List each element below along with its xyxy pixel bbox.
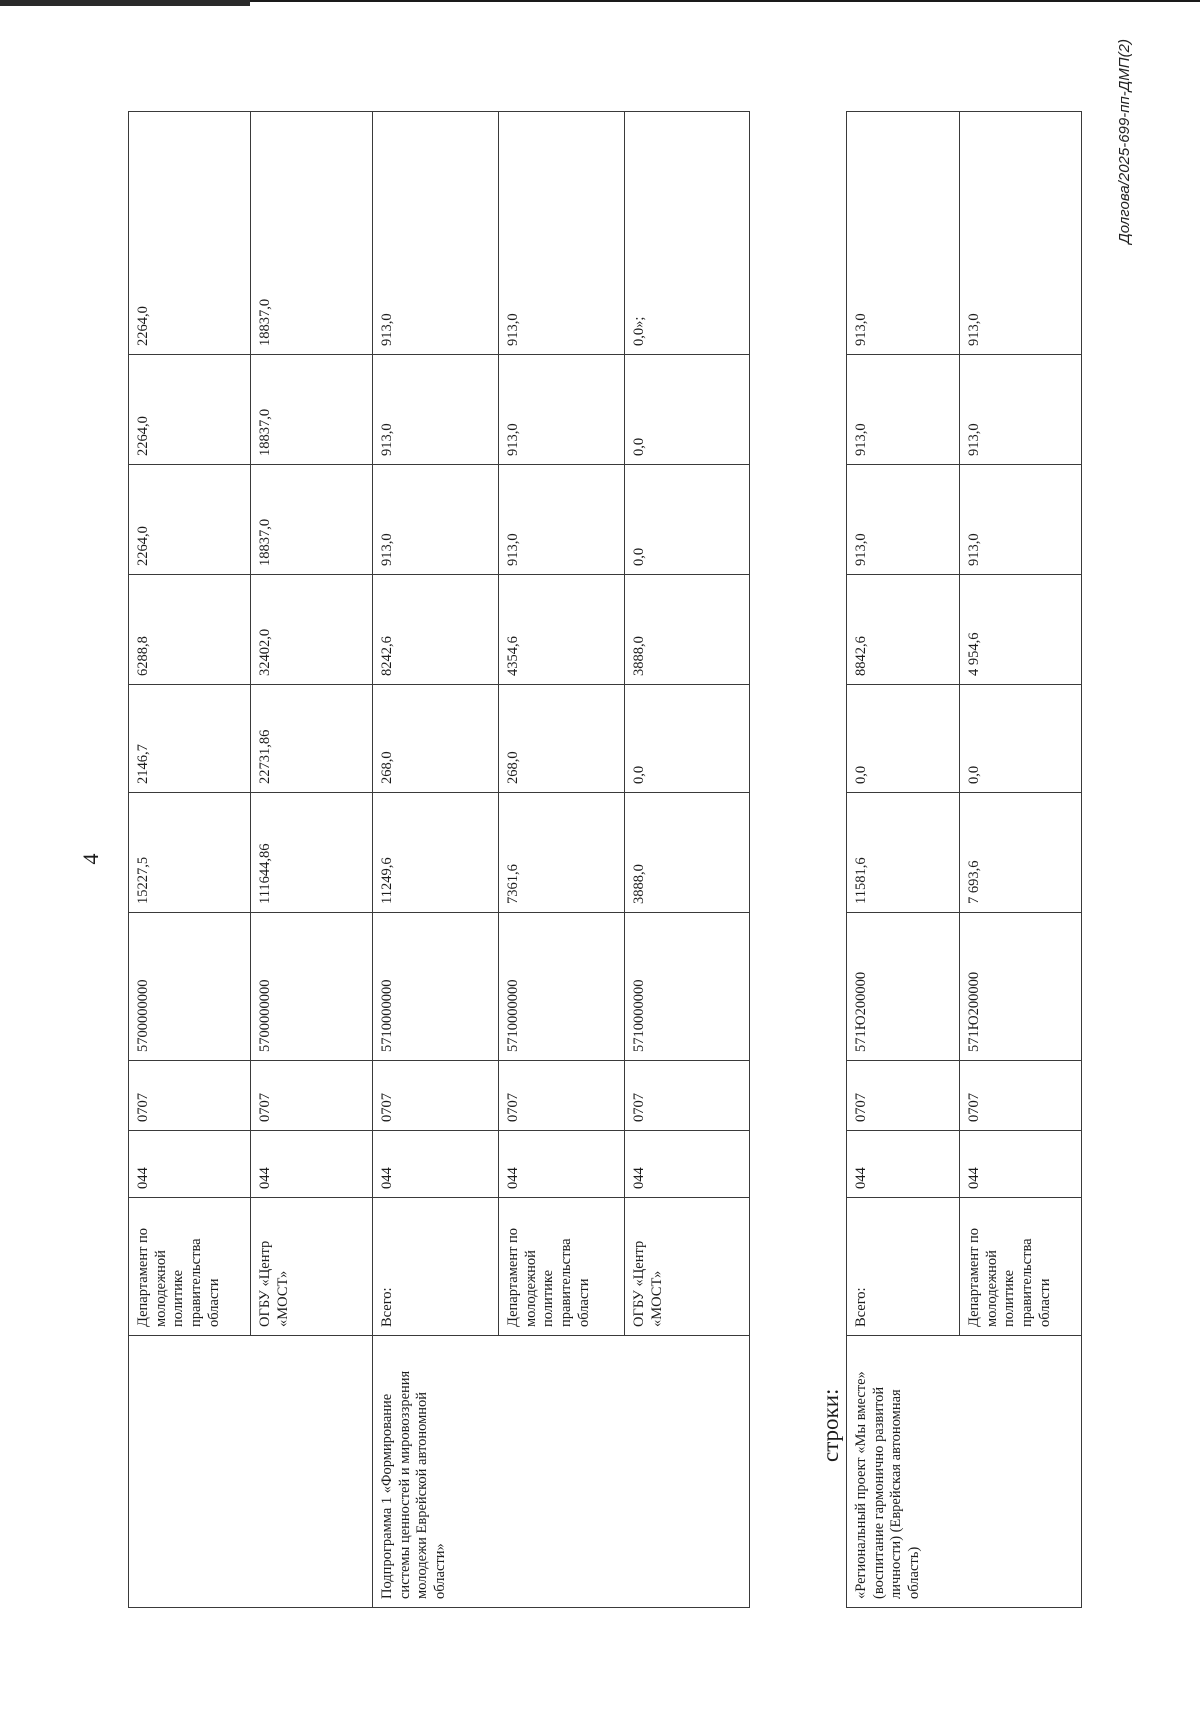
value-cell: 913,0: [960, 465, 1082, 575]
executor-cell: Всего:: [373, 1198, 499, 1336]
table-row: [847, 112, 960, 1608]
value-cell: 913,0: [373, 355, 499, 465]
program-cell: Подпрограмма 1 «Формирование системы ценностей и мировоззрения молодежи Еврейской автономной области»: [373, 1336, 750, 1608]
value-cell: 32402,0: [251, 575, 373, 685]
value-cell: 18837,0: [251, 112, 373, 355]
executor-cell: Всего:: [847, 1198, 960, 1336]
value-cell: 8842,6: [847, 575, 960, 685]
value-cell: 913,0: [847, 355, 960, 465]
section-cell: 0707: [499, 1061, 625, 1131]
value-cell: 18837,0: [251, 355, 373, 465]
executor-cell: Департамент по молодежной политике правительства области: [129, 1198, 251, 1336]
budget-table-main: [128, 111, 750, 1608]
target-code-cell: 571Ю200000: [847, 913, 960, 1061]
value-cell: 18837,0: [251, 465, 373, 575]
section-cell: 0707: [373, 1061, 499, 1131]
section-cell: 0707: [960, 1061, 1082, 1131]
target-code-cell: 5710000000: [625, 913, 750, 1061]
page-number: 4: [78, 853, 103, 865]
value-cell: 3888,0: [625, 575, 750, 685]
program-cell: [129, 1336, 373, 1608]
value-cell: 8242,6: [373, 575, 499, 685]
value-cell: 0,0: [847, 685, 960, 793]
grbs-cell: 044: [251, 1131, 373, 1198]
value-cell: 11249,6: [373, 793, 499, 913]
executor-cell: ОГБУ «Центр «МОСТ»: [625, 1198, 750, 1336]
value-cell: 2264,0: [129, 465, 251, 575]
value-cell: 2146,7: [129, 685, 251, 793]
grbs-cell: 044: [625, 1131, 750, 1198]
budget-table-regional-project: [846, 111, 1082, 1608]
section-cell: 0707: [625, 1061, 750, 1131]
grbs-cell: 044: [373, 1131, 499, 1198]
executor-cell: ОГБУ «Центр «МОСТ»: [251, 1198, 373, 1336]
value-cell: 7361,6: [499, 793, 625, 913]
value-cell: 268,0: [499, 685, 625, 793]
executor-cell: Департамент по молодежной политике правительства области: [960, 1198, 1082, 1336]
value-cell: 0,0: [960, 685, 1082, 793]
value-cell: 913,0: [847, 465, 960, 575]
grbs-cell: 044: [847, 1131, 960, 1198]
value-cell: 7 693,6: [960, 793, 1082, 913]
target-code-cell: 5700000000: [251, 913, 373, 1061]
value-cell: 0,0: [625, 465, 750, 575]
section-cell: 0707: [129, 1061, 251, 1131]
target-code-cell: 5710000000: [373, 913, 499, 1061]
program-cell: «Региональный проект «Мы вместе» (воспитание гармонично развитой личности) (Еврейская автономная область): [847, 1336, 1082, 1608]
value-cell: 913,0: [499, 112, 625, 355]
value-cell: 15227,5: [129, 793, 251, 913]
rows-caption: строки:: [818, 1388, 843, 1462]
value-cell: 913,0: [499, 355, 625, 465]
document-reference: Долгова/2025-699-пп-ДМП(2): [1116, 39, 1133, 244]
value-cell: 11581,6: [847, 793, 960, 913]
grbs-cell: 044: [129, 1131, 251, 1198]
value-cell: 0,0: [625, 685, 750, 793]
target-code-cell: 5710000000: [499, 913, 625, 1061]
value-cell: 6288,8: [129, 575, 251, 685]
section-cell: 0707: [251, 1061, 373, 1131]
target-code-cell: 571Ю200000: [960, 913, 1082, 1061]
value-cell: 22731,86: [251, 685, 373, 793]
value-cell: 0,0: [625, 355, 750, 465]
value-cell: 3888,0: [625, 793, 750, 913]
target-code-cell: 5700000000: [129, 913, 251, 1061]
table-row: [373, 112, 499, 1608]
value-cell: 2264,0: [129, 112, 251, 355]
value-cell: 0,0»;: [625, 112, 750, 355]
value-cell: 4354,6: [499, 575, 625, 685]
value-cell: 268,0: [373, 685, 499, 793]
section-cell: 0707: [847, 1061, 960, 1131]
value-cell: 913,0: [960, 112, 1082, 355]
grbs-cell: 044: [499, 1131, 625, 1198]
value-cell: 2264,0: [129, 355, 251, 465]
value-cell: 4 954,6: [960, 575, 1082, 685]
value-cell: 913,0: [960, 355, 1082, 465]
value-cell: 913,0: [373, 465, 499, 575]
grbs-cell: 044: [960, 1131, 1082, 1198]
executor-cell: Департамент по молодежной политике правительства области: [499, 1198, 625, 1336]
value-cell: 111644,86: [251, 793, 373, 913]
value-cell: 913,0: [847, 112, 960, 355]
value-cell: 913,0: [499, 465, 625, 575]
table-row: [129, 112, 251, 1608]
value-cell: 913,0: [373, 112, 499, 355]
